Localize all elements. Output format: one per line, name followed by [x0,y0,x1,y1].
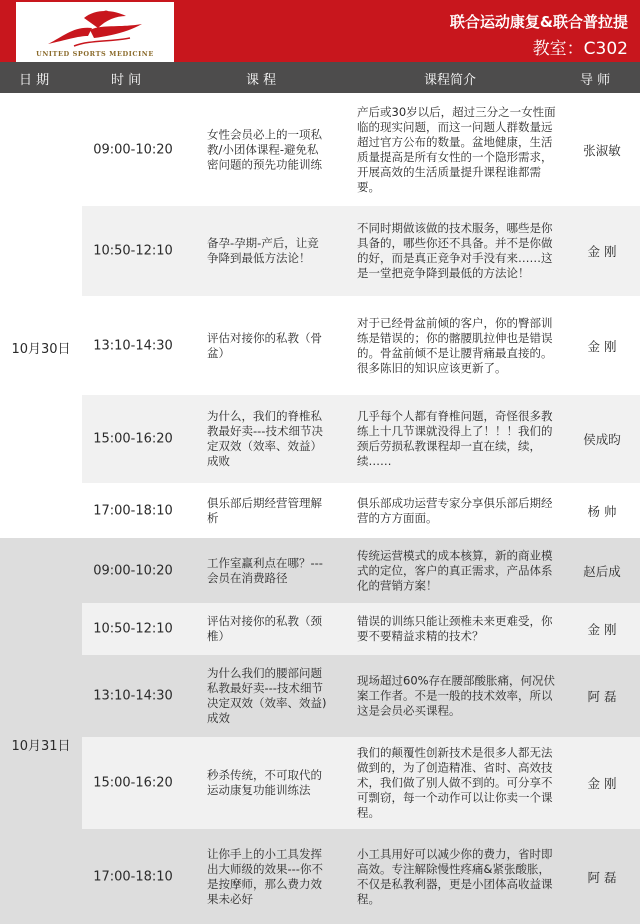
header-banner [0,0,640,62]
session-time: 15:00-16:20 [93,431,173,447]
session-course: 让你手上的小工具发挥出大师级的效果---你不是按摩师，那么费力效果未必好 [207,846,323,906]
col-date: 日 期 [19,73,50,88]
logo-text: UNITED SPORTS MEDICINE [36,50,154,58]
table-row [82,93,640,206]
col-teacher: 导 师 [580,73,611,88]
session-course: 为什么我们的腰部问题私教最好卖---技术细节决定双效（效率、效益)成效 [207,666,327,725]
session-course: 评估对接你的私教（颈椎） [207,614,322,643]
header-title: 联合运动康复&联合普拉提 [449,13,628,31]
session-teacher: 阿 磊 [587,869,617,885]
col-time: 时 间 [111,73,142,88]
session-desc: 不同时期做该做的技术服务，哪些是你具备的，哪些你还不具备。并不是你做的好，而是真正竞争对手没有来……这是一堂把竞争降到最低的方法论！ [357,221,553,280]
day-label: 10月31日 [11,739,71,754]
table-row [82,483,640,538]
session-time: 15:00-16:20 [93,775,173,791]
table-row [82,655,640,737]
day-label: 10月30日 [11,342,71,357]
header-room: 教室：C302 [532,39,628,59]
session-time: 09:00-10:20 [93,563,173,578]
session-teacher: 杨 帅 [587,503,617,519]
session-desc: 传统运营模式的成本核算，新的商业模式的定位，客户的真正需求，产品体系化的营销方案！ [357,548,553,592]
session-time: 13:10-14:30 [93,688,173,704]
session-desc: 几乎每个人都有脊椎问题，奇怪很多教练上十几节课就没得上了！！！我们的颈后劳损私教课程却一直在续，续，续…… [357,409,553,468]
session-time: 10:50-12:10 [93,243,173,259]
session-time: 10:50-12:10 [93,621,173,637]
session-teacher: 阿 磊 [587,689,617,704]
session-course: 为什么，我们的脊椎私教最好卖---技术细节决定双效（效率、效益）成败 [207,409,323,468]
session-teacher: 金 刚 [587,338,617,354]
table-row [82,538,640,603]
session-desc: 对于已经骨盆前倾的客户，你的臀部训练是错误的；你的髂腰肌拉伸也是错误的。骨盆前倾不是让腰背痛最直接的。很多陈旧的知识应该更新了。 [357,315,553,375]
session-desc: 现场超过60%存在腰部酸胀痛，何况伏案工作者。不是一般的技术效率，所以这是会员必买课程。 [357,673,556,718]
session-time: 17:00-18:10 [93,869,173,884]
session-time: 09:00-10:20 [93,142,173,157]
day-cell [0,93,82,538]
col-course: 课 程 [246,73,277,88]
logo-emblem-icon [44,6,146,50]
session-teacher: 张淑敏 [583,142,621,158]
column-header-row [0,62,640,93]
session-teacher: 侯成昀 [583,432,621,447]
table-row [82,296,640,395]
session-teacher: 金 刚 [587,776,617,791]
table-row [82,395,640,483]
session-course: 评估对接你的私教（骨盆） [207,330,322,360]
col-desc: 课程简介 [424,73,477,88]
table-row [82,206,640,296]
table-row [82,737,640,829]
session-course: 秒杀传统，不可取代的运动康复功能训练法 [207,768,322,797]
session-course: 工作室赢利点在哪？---会员在消费路径 [207,555,323,585]
session-desc: 小工具用好可以减少你的费力，省时即高效。专注解除慢性疼痛&紧张酸胀，不仅是私教利器，更是小团体高收益课程。 [357,846,553,906]
day-cell [0,538,82,924]
session-teacher: 金 刚 [587,244,617,259]
session-desc: 俱乐部成功运营专家分享俱乐部后期经营的方方面面。 [357,495,553,525]
table-row [82,603,640,655]
session-desc: 错误的训练只能让颈椎未来更难受，你要不要精益求精的技术？ [357,614,553,643]
session-teacher: 金 刚 [587,622,617,637]
session-time: 17:00-18:10 [93,503,173,518]
session-teacher: 赵后成 [583,563,621,579]
session-desc: 我们的颠覆性创新技术是很多人都无法做到的，为了创造精准、省时、高效技术，我们做了别人做不到的。可分享不可剽窃，每一个动作可以让你卖一个课程。 [357,745,553,820]
session-course: 俱乐部后期经营管理解析 [207,495,322,525]
session-course: 备孕-孕期-产后，让竞争降到最低方法论！ [207,236,319,265]
logo [16,2,174,62]
session-desc: 产后或30岁以后，超过三分之一女性面临的现实问题，而这一问题人群数量远超过官方公布的数量。盆地健康，生活质量提高是所有女性的一个隐形需求，开展高效的生活质量提升课程谁都需要。 [357,104,556,194]
table-row [82,829,640,924]
session-time: 13:10-14:30 [93,338,173,353]
session-course: 女性会员必上的一项私教/小团体课程-避免私密问题的预先功能训练 [207,127,322,171]
